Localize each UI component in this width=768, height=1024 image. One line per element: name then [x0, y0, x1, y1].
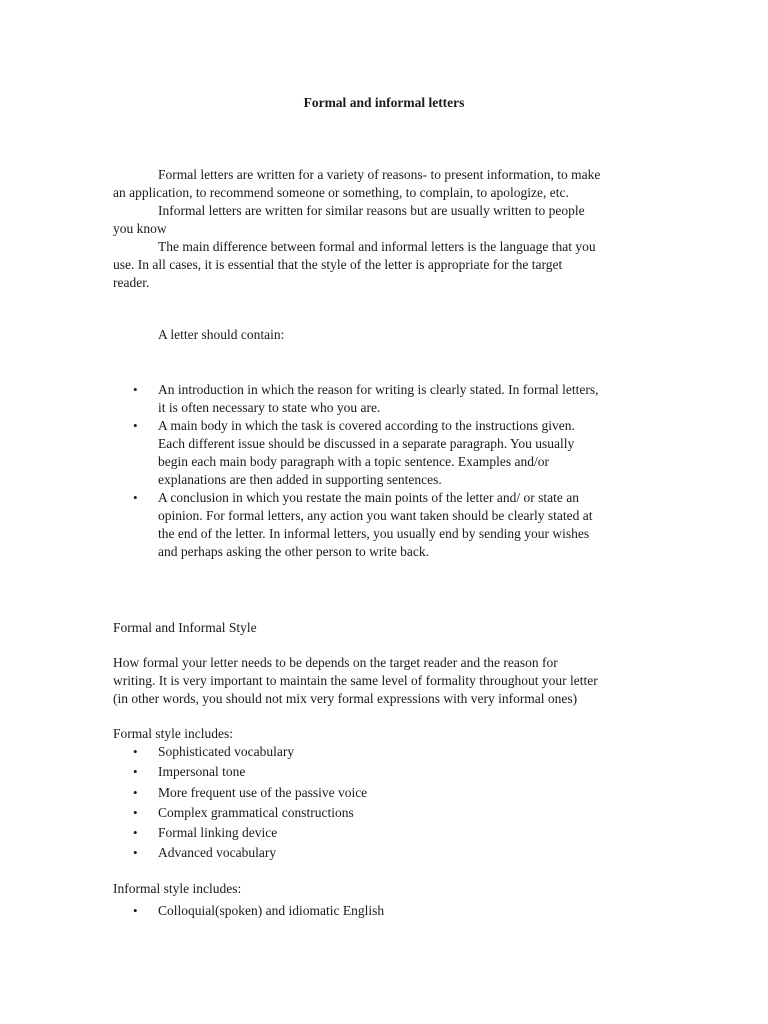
bullet-icon: •: [133, 382, 138, 397]
bullet-icon: •: [133, 845, 138, 861]
list-item-text: Formal linking device: [158, 825, 278, 841]
list-item-text: Sophisticated vocabulary: [158, 744, 295, 759]
list-item: [113, 762, 673, 782]
list-item: [113, 381, 673, 417]
intro-p1-line: an application, to recommend someone or something, to complain, to apologize, etc.: [113, 185, 569, 200]
bullet-icon: •: [133, 744, 138, 759]
bullet-icon: •: [133, 903, 138, 918]
style-paragraph-line: (in other words, you should not mix very formal expressions with very informal ones): [113, 691, 578, 706]
intro-p3-line: The main difference between formal and informal letters is the language that you: [158, 239, 596, 254]
style-paragraph-line: How formal your letter needs to be depends on the target reader and the reason for: [113, 655, 558, 670]
list-item-text: Advanced vocabulary: [158, 845, 277, 861]
formal-heading: Formal style includes:: [113, 726, 233, 741]
formal-heading-block: [113, 725, 653, 743]
bullet-icon: •: [133, 784, 138, 800]
contain-heading: A letter should contain:: [158, 327, 285, 342]
bullet-icon: •: [133, 825, 138, 841]
informal-style-list: [113, 901, 673, 921]
list-item-line: A conclusion in which you restate the main points of the letter and/ or state an: [158, 490, 580, 505]
bullet-icon: •: [133, 804, 138, 820]
list-item: [113, 901, 673, 921]
intro-p2-line: you know: [113, 221, 167, 236]
list-item-line: explanations are then added in supporting sentences.: [158, 472, 442, 487]
list-item-line: begin each main body paragraph with a topic sentence. Examples and/or: [158, 454, 549, 469]
intro-p2-line: Informal letters are written for similar reasons but are usually written to people: [158, 203, 585, 218]
list-item-text: Complex grammatical constructions: [158, 804, 354, 820]
list-item: [113, 803, 673, 823]
style-paragraph: [113, 654, 653, 708]
bullet-icon: •: [133, 418, 138, 433]
style-paragraph-line: writing. It is very important to maintain the same level of formality throughout your letter: [113, 673, 598, 688]
intro-section: [113, 166, 653, 292]
list-item-text: More frequent use of the passive voice: [158, 784, 368, 800]
list-item: [113, 783, 673, 803]
intro-p3-line: reader.: [113, 275, 150, 290]
list-item-line: Each different issue should be discussed in a separate paragraph. You usually: [158, 436, 575, 451]
bullet-icon: •: [133, 490, 138, 505]
intro-p3-line: use. In all cases, it is essential that the style of the letter is appropriate for the target: [113, 257, 563, 272]
style-heading-block: [113, 619, 653, 637]
contain-list: [113, 381, 673, 561]
list-item-line: opinion. For formal letters, any action you want taken should be clearly stated at: [158, 508, 593, 523]
list-item-line: the end of the letter. In informal letters, you usually end by sending your wishes: [158, 526, 590, 541]
style-heading: Formal and Informal Style: [113, 620, 257, 635]
list-item-line: it is often necessary to state who you are.: [158, 400, 381, 415]
informal-heading-block: [113, 880, 653, 898]
list-item: [113, 742, 673, 762]
list-item: [113, 843, 673, 863]
contain-heading-block: [113, 326, 653, 344]
bullet-icon: •: [133, 764, 138, 780]
list-item: [113, 823, 673, 843]
list-item-line: A main body in which the task is covered according to the instructions given.: [158, 418, 575, 433]
list-item-text: Colloquial(spoken) and idiomatic English: [158, 903, 385, 918]
list-item-line: and perhaps asking the other person to write back.: [158, 544, 430, 559]
list-item-text: Impersonal tone: [158, 764, 246, 780]
list-item: [113, 417, 673, 489]
list-item: [113, 489, 673, 561]
list-item-line: An introduction in which the reason for writing is clearly stated. In formal letters,: [158, 382, 599, 397]
formal-style-list: [113, 742, 673, 864]
informal-heading: Informal style includes:: [113, 881, 242, 896]
document-title: Formal and informal letters: [303, 95, 465, 110]
intro-p1-line: Formal letters are written for a variety of reasons- to present information, to make: [158, 167, 601, 182]
